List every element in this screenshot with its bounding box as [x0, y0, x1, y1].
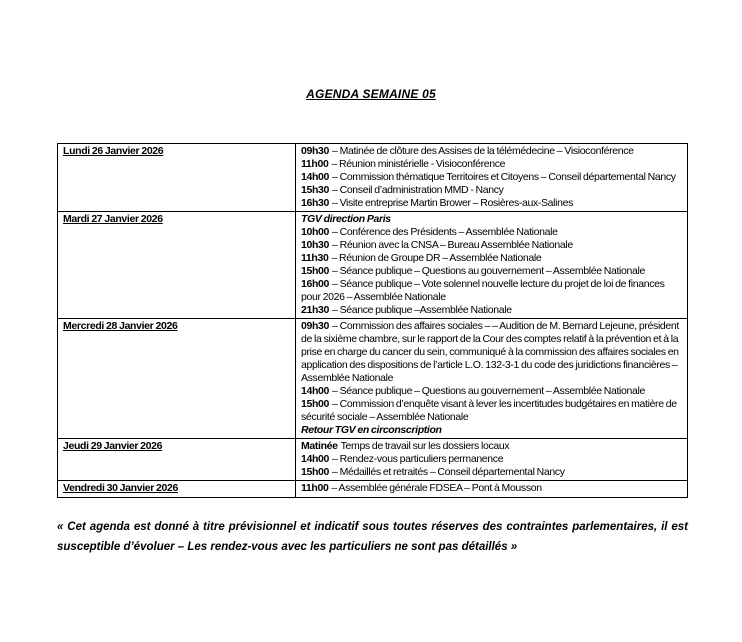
event-line [301, 145, 683, 158]
event-line [301, 320, 683, 385]
event-time: 14h00 [301, 385, 330, 397]
date-label: Jeudi 29 Janvier 2026 [63, 440, 163, 452]
table-row-mercredi [58, 319, 687, 439]
event-time: 09h30 [301, 320, 330, 332]
event-line [301, 398, 683, 424]
date-cell [58, 481, 296, 497]
event-line [301, 226, 683, 239]
event-text: – Séance publique –Assemblée Nationale [332, 304, 512, 316]
date-cell [58, 212, 296, 318]
event-text: – Rendez-vous particuliers permanence [332, 453, 504, 465]
event-line [301, 265, 683, 278]
date-cell [58, 439, 296, 480]
event-line [301, 440, 683, 453]
events-cell [296, 144, 687, 211]
disclaimer-note: « Cet agenda est donné à titre prévisionnel et indicatif sous toutes réserves des contraintes parlementaires, il est susceptible d’évoluer – Les rendez-vous avec les particuliers ne sont pas détaillés » [57, 521, 688, 553]
event-time: 11h00 [301, 158, 329, 170]
events-cell [296, 481, 687, 497]
event-time: 14h00 [301, 453, 330, 465]
event-text: – Commission d’enquête visant à lever les incertitudes budgétaires en matière de sécurité sociale – Assemblée Nationale [301, 398, 677, 423]
events-cell [296, 439, 687, 480]
date-cell [58, 144, 296, 211]
event-text: Temps de travail sur les dossiers locaux [340, 440, 510, 452]
event-line [301, 252, 683, 265]
event-time: 11h00 [301, 482, 329, 494]
event-text: – Séance publique – Questions au gouvernement – Assemblée Nationale [332, 385, 645, 397]
event-text: – Réunion ministérielle - Visioconférence [331, 158, 506, 170]
table-row-jeudi [58, 439, 687, 481]
event-text: – Assemblée générale FDSEA – Pont à Mousson [331, 482, 542, 494]
event-time: 15h00 [301, 398, 330, 410]
event-line [301, 453, 683, 466]
event-text: – Réunion de Groupe DR – Assemblée Nationale [331, 252, 542, 264]
event-line [301, 385, 683, 398]
event-line [301, 278, 683, 304]
table-row-vendredi [58, 481, 687, 497]
event-text: – Visite entreprise Martin Brower – Rosières-aux-Salines [332, 197, 574, 209]
date-label: Mercredi 28 Janvier 2026 [63, 320, 178, 332]
event-line [301, 304, 683, 317]
date-label: Lundi 26 Janvier 2026 [63, 145, 164, 157]
event-time: 15h00 [301, 265, 330, 277]
event-line [301, 171, 683, 184]
events-cell [296, 212, 687, 318]
event-time: 15h30 [301, 184, 330, 196]
event-time: Matinée [301, 440, 338, 452]
event-text: – Conférence des Présidents – Assemblée Nationale [332, 226, 558, 238]
event-time: 11h30 [301, 252, 329, 264]
agenda-table [57, 143, 688, 498]
event-line [301, 466, 683, 479]
event-text: – Médaillés et retraités – Conseil départemental Nancy [332, 466, 565, 478]
event-line [301, 239, 683, 252]
event-text: – Matinée de clôture des Assises de la télémédecine – Visioconférence [332, 145, 634, 157]
event-text: – Réunion avec la CNSA – Bureau Assemblée Nationale [332, 239, 573, 251]
event-time: 10h00 [301, 226, 330, 238]
date-cell [58, 319, 296, 438]
event-time: 10h30 [301, 239, 330, 251]
events-cell [296, 319, 687, 438]
event-time: 09h30 [301, 145, 330, 157]
table-row-lundi [58, 144, 687, 212]
event-line [301, 184, 683, 197]
event-line [301, 197, 683, 210]
date-label: Vendredi 30 Janvier 2026 [63, 482, 179, 494]
event-time: 21h30 [301, 304, 330, 316]
event-text: – Commission thématique Territoires et Citoyens – Conseil départemental Nancy [332, 171, 676, 183]
date-label: Mardi 27 Janvier 2026 [63, 213, 163, 225]
event-text: – Conseil d’administration MMD - Nancy [332, 184, 504, 196]
travel-note: Retour TGV en circonscription [301, 424, 442, 436]
event-text: – Commission des affaires sociales – – Audition de M. Bernard Lejeune, président de la sixième chambre, sur le rapport de la Cour des comptes relatif à la prévention et à la prise en charge du cancer du sein, communiqué à la commission des affaires sociales en application des dispositions de l’article L.O. 132-3-1 du code des juridictions financières – Assemblée Nationale [301, 320, 679, 384]
page-title: AGENDA SEMAINE 05 [306, 87, 436, 101]
event-time: 16h00 [301, 278, 330, 290]
event-line [301, 158, 683, 171]
travel-note: TGV direction Paris [301, 213, 391, 225]
event-text: – Séance publique – Questions au gouvernement – Assemblée Nationale [332, 265, 645, 277]
table-row-mardi [58, 212, 687, 319]
event-text: – Séance publique – Vote solennel nouvelle lecture du projet de loi de finances pour 2026 – Assemblée Nationale [301, 278, 665, 303]
event-time: 16h30 [301, 197, 330, 209]
event-line [301, 482, 683, 495]
event-time: 15h00 [301, 466, 330, 478]
event-time: 14h00 [301, 171, 330, 183]
